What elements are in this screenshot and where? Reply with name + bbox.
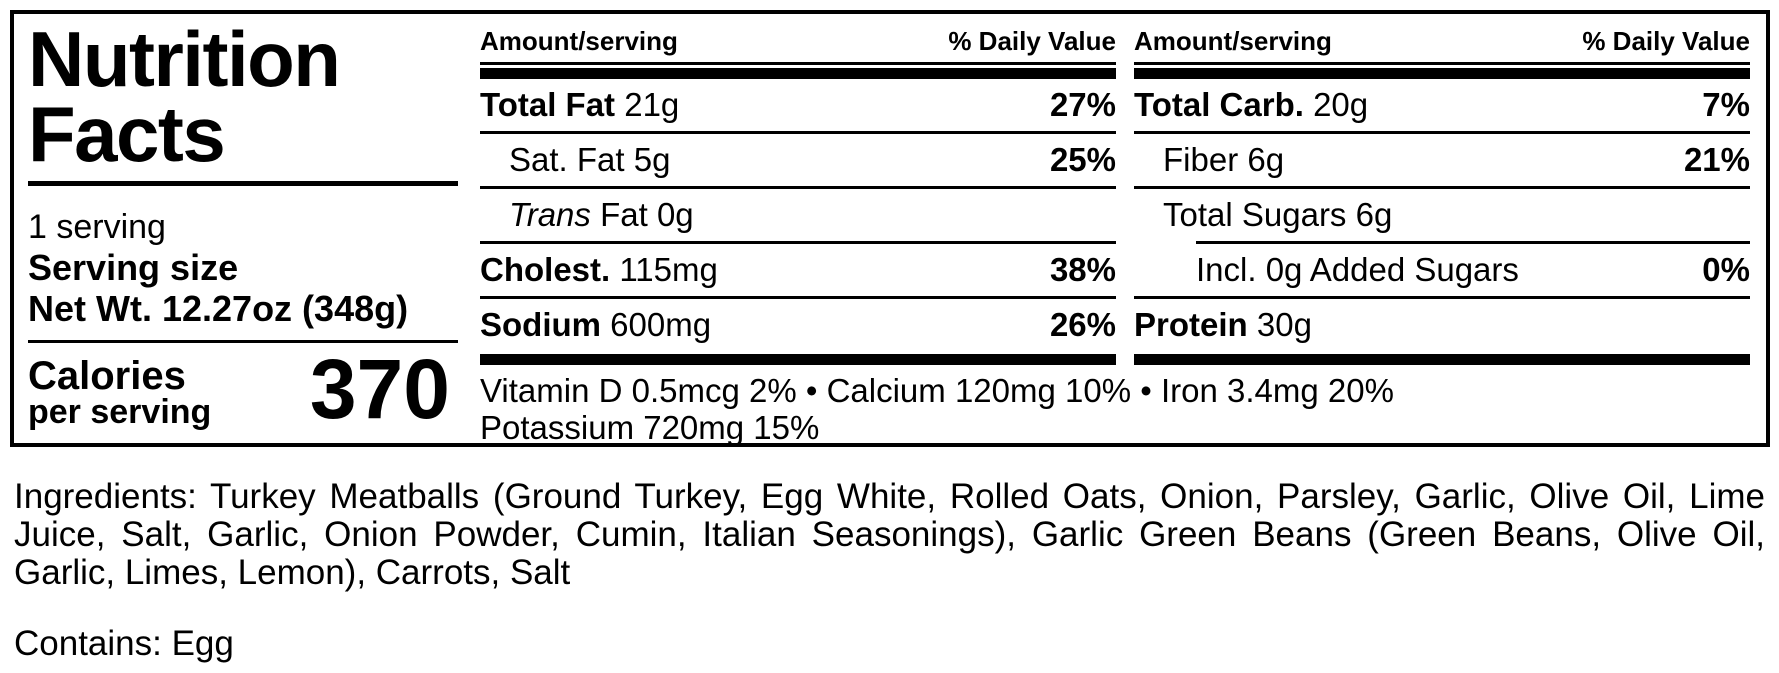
nutrient-name-italic: Trans [509,196,591,233]
row-saturated-fat [480,134,1116,186]
row-added-sugars [1134,244,1750,296]
nutrient-columns [480,26,1750,365]
ingredients-text: Ingredients: Turkey Meatballs (Ground Turkey, Egg White, Rolled Oats, Onion, Parsley, Garlic, Olive Oil, Lime Juice, Salt, Garlic, Onion Powder, Cumin, Italian Seasonings), Garlic Green Beans (Green Beans, Olive Oil, Garlic, Limes, Lemon), Carrots, Salt [14,477,1765,592]
title-separator-rule [28,181,458,186]
nutrient-name: Total Fat [480,86,616,123]
micronutrients-line-2: Potassium 720mg 15% [480,409,820,446]
header-percent-daily-value: % Daily Value [948,26,1116,56]
nutrient-amount: 30g [1256,306,1312,343]
nutrient-name: Sat. Fat [509,141,625,178]
nutrient-name-amount [1134,196,1392,234]
nutrient-name-amount [480,141,670,179]
servings-per-container: 1 serving [28,208,166,246]
micronutrients-footnote [480,372,1750,446]
row-trans-fat [480,189,1116,241]
calories-label: Calories [28,354,186,398]
row-cholesterol [480,244,1116,296]
label-left-section [14,14,458,443]
nutrition-facts-title [28,15,458,178]
thick-bar [1134,354,1750,365]
daily-value: 21% [1683,141,1750,178]
nutrient-name-amount [480,86,679,124]
nutrient-amount: 0g [656,196,694,233]
row-sodium [480,299,1116,351]
calories-value: 370 [309,342,450,436]
title-line-2: Facts [28,90,225,178]
nutrient-amount: 20g [1313,86,1369,123]
daily-value: 25% [1049,141,1116,178]
title-line-1: Nutrition [28,15,340,103]
thick-bar [480,354,1116,365]
nutrient-amount: 6g [1247,141,1285,178]
daily-value: 0% [1702,251,1750,288]
daily-value: 7% [1702,86,1750,123]
calories-sublabel: per serving [28,393,212,431]
nutrition-facts-panel [10,10,1770,447]
row-protein [1134,299,1750,351]
column-header [1134,26,1750,65]
contains-allergen-text: Contains: Egg [14,624,234,663]
column-header [480,26,1116,65]
nutrient-name: Total Sugars [1163,196,1347,233]
row-total-carbohydrate [1134,79,1750,131]
thick-bar [1134,68,1750,79]
daily-value: 27% [1049,86,1116,123]
header-amount-per-serving: Amount/serving [480,26,678,56]
header-percent-daily-value: % Daily Value [1582,26,1750,56]
nutrient-amount: 6g [1355,196,1393,233]
thick-bar [480,68,1116,79]
nutrient-name-amount [1134,251,1519,289]
nutrient-name: Fat [600,196,648,233]
nutrient-name: Sodium [480,306,601,343]
serving-size-value: Net Wt. 12.27oz (348g) [28,288,409,329]
calories-row [28,342,458,436]
nutrient-column-fat-sodium [480,26,1116,365]
nutrient-columns-area [458,14,1766,446]
nutrient-amount: 115mg [619,251,718,288]
daily-value: 26% [1049,306,1116,343]
nutrient-column-carb-protein [1134,26,1750,365]
nutrient-name-amount [480,251,718,289]
nutrient-name-amount [1134,141,1284,179]
calories-labels [28,354,212,431]
nutrient-name-amount [480,306,711,344]
row-fiber [1134,134,1750,186]
nutrient-amount: 21g [624,86,680,123]
nutrient-name-amount [1134,306,1312,344]
nutrient-name: Cholest. [480,251,611,288]
nutrient-name: Total Carb. [1134,86,1304,123]
micronutrients-line-1: Vitamin D 0.5mcg 2% • Calcium 120mg 10% • Iron 3.4mg 20% [480,372,1394,409]
row-total-fat [480,79,1116,131]
header-amount-per-serving: Amount/serving [1134,26,1332,56]
daily-value: 38% [1049,251,1116,288]
nutrient-amount: 5g [633,141,671,178]
row-total-sugars [1134,189,1750,241]
serving-size-label: Serving size [28,247,239,288]
nutrient-name-amount [480,196,694,234]
nutrient-name: Fiber [1163,141,1239,178]
nutrient-amount: 600mg [610,306,712,343]
nutrient-name: Incl. 0g Added Sugars [1196,251,1519,288]
nutrient-name: Protein [1134,306,1248,343]
nutrient-name-amount [1134,86,1368,124]
